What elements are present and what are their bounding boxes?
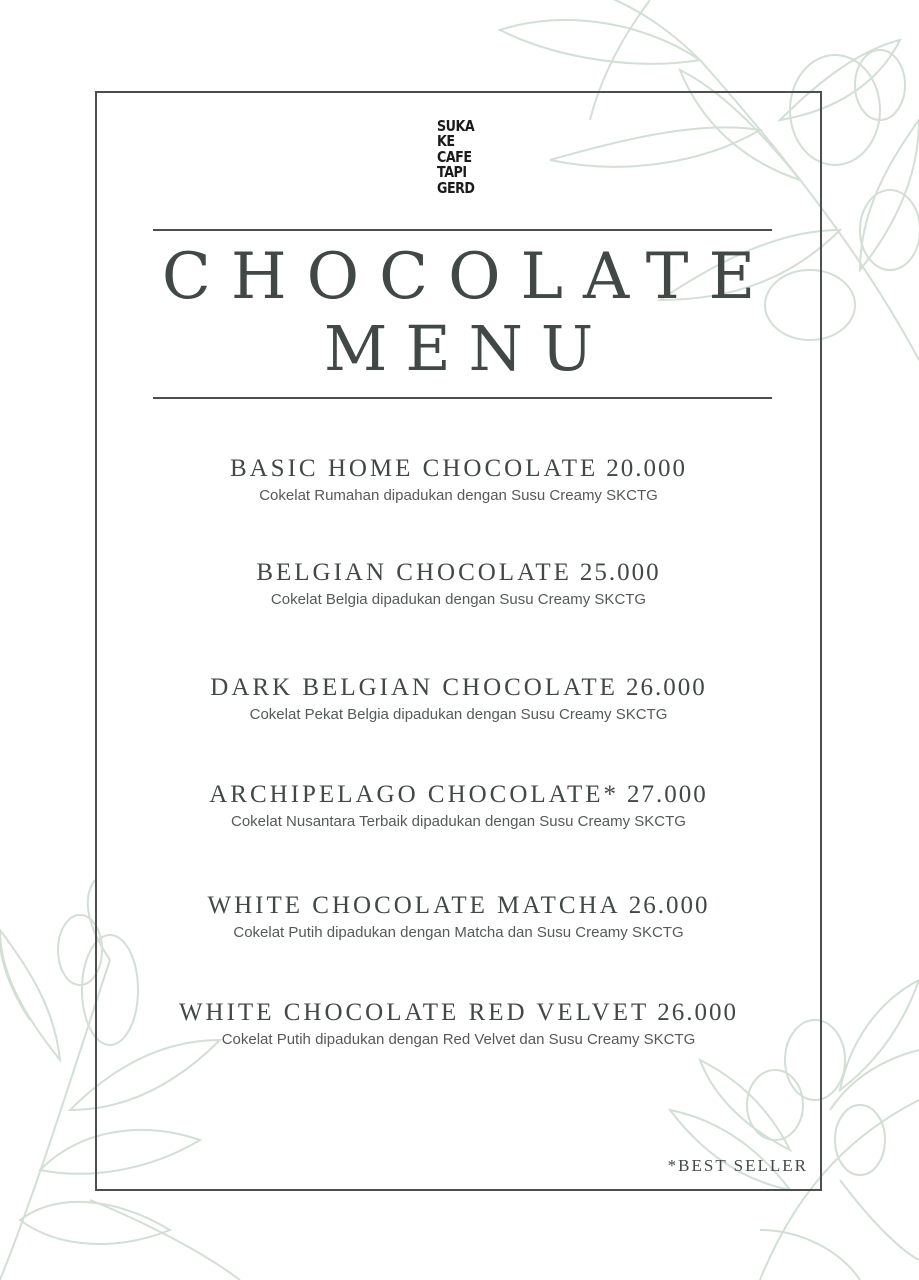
menu-item xyxy=(95,999,822,1048)
item-name: ARCHIPELAGO CHOCOLATE* xyxy=(209,781,619,808)
item-description: Cokelat Pekat Belgia dipadukan dengan Susu Creamy SKCTG xyxy=(249,706,668,723)
item-description: Cokelat Nusantara Terbaik dipadukan dengan Susu Creamy SKCTG xyxy=(231,813,686,830)
page-title-line1: CHOCOLATE xyxy=(161,240,776,314)
item-name: WHITE CHOCOLATE MATCHA xyxy=(207,892,621,919)
menu-item xyxy=(95,674,822,723)
logo-line: KE xyxy=(437,132,455,151)
item-name: WHITE CHOCOLATE RED VELVET xyxy=(178,999,650,1026)
page-title-line2: MENU xyxy=(323,312,612,385)
best-seller-note: *BEST SELLER xyxy=(667,1156,808,1175)
item-description: Cokelat Belgia dipadukan dengan Susu Creamy SKCTG xyxy=(270,591,647,608)
item-price: 27.000 xyxy=(627,781,708,808)
item-name: BASIC HOME CHOCOLATE xyxy=(229,455,599,482)
logo-line: GERD xyxy=(437,178,475,197)
logo-line: TAPI xyxy=(437,163,467,182)
item-description: Cokelat Rumahan dipadukan dengan Susu Creamy SKCTG xyxy=(259,487,658,504)
item-name: BELGIAN CHOCOLATE xyxy=(256,559,572,586)
title-bottom-rule xyxy=(153,397,772,399)
logo-line: SUKA xyxy=(437,117,475,135)
item-price: 26.000 xyxy=(657,999,739,1026)
item-price: 26.000 xyxy=(625,674,707,701)
item-price: 20.000 xyxy=(606,455,688,482)
item-description: Cokelat Putih dipadukan dengan Red Velvet dan Susu Creamy SKCTG xyxy=(221,1031,696,1048)
item-price: 26.000 xyxy=(628,892,710,919)
menu-item xyxy=(95,781,822,830)
item-price: 25.000 xyxy=(579,559,661,586)
menu-item xyxy=(95,892,822,941)
menu-item xyxy=(95,455,822,504)
item-description: Cokelat Putih dipadukan dengan Matcha dan Susu Creamy SKCTG xyxy=(233,924,684,941)
cafe-logo xyxy=(437,119,475,196)
logo-line: CAFE xyxy=(437,147,472,166)
title-top-rule xyxy=(153,229,772,231)
menu-item xyxy=(95,559,822,608)
item-name: DARK BELGIAN CHOCOLATE xyxy=(210,674,618,701)
